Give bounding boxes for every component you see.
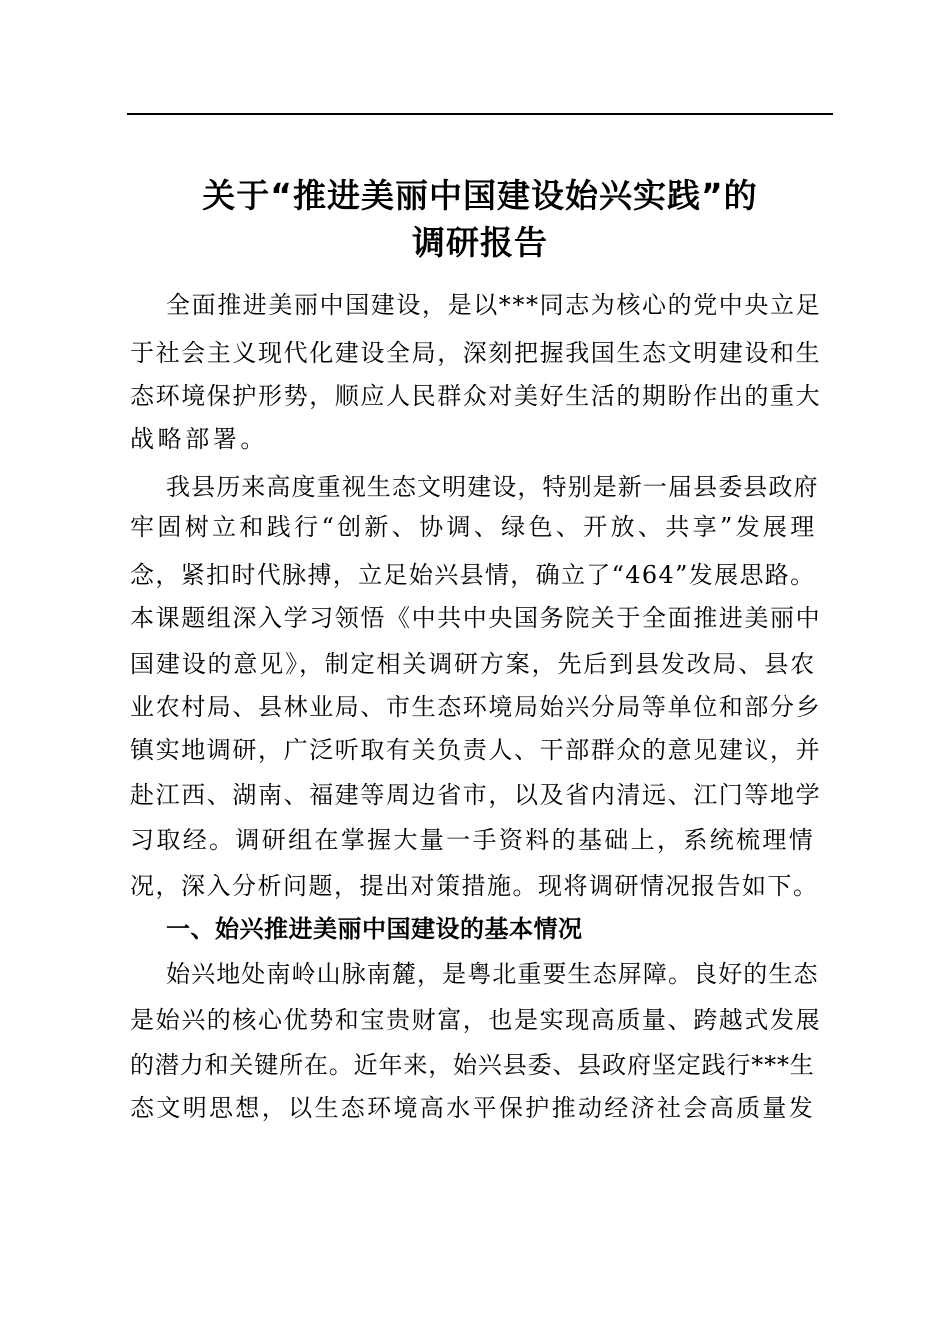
paragraph-line: 本课题组深入学习领悟《中共中央国务院关于全面推进美丽中 [130,604,822,632]
paragraph-line: 战略部署。 [130,425,268,453]
paragraph-line: 态环境保护形势，顺应人民群众对美好生活的期盼作出的重大 [130,382,822,410]
paragraph-line: 于社会主义现代化建设全局，深刻把握我国生态文明建设和生 [130,339,822,367]
paragraph-line: 牢固树立和践行“创新、协调、绿色、开放、共享”发展理 [130,513,818,541]
paragraph-line: 全面推进美丽中国建设，是以***同志为核心的党中央立足 [166,291,822,319]
paragraph-line: 我县历来高度重视生态文明建设，特别是新一届县委县政府 [166,473,819,501]
paragraph-line: 镇实地调研，广泛听取有关负责人、干部群众的意见建议，并 [130,736,822,764]
section-heading-1: 一、始兴推进美丽中国建设的基本情况 [166,915,583,943]
paragraph-line: 赴江西、湖南、福建等周边省市，以及省内清远、江门等地学 [130,781,822,809]
paragraph-line: 态文明思想，以生态环境高水平保护推动经济社会高质量发 [130,1094,816,1122]
header-rule [127,113,833,115]
paragraph-line: 始兴地处南岭山脉南麓，是粤北重要生态屏障。良好的生态 [166,960,819,988]
paragraph-line: 念，紧扣时代脉搏，立足始兴县情，确立了“464”发展思路。 [130,561,816,589]
paragraph-line: 况，深入分析问题，提出对策措施。现将调研情况报告如下。 [130,872,819,900]
paragraph-line: 的潜力和关键所在。近年来，始兴县委、县政府坚定践行***生 [130,1051,815,1079]
paragraph-line: 是始兴的核心优势和宝贵财富，也是实现高质量、跨越式发展 [130,1006,822,1034]
paragraph-line: 业农村局、县林业局、市生态环境局始兴分局等单位和部分乡 [130,693,822,721]
paragraph-line: 习取经。调研组在掌握大量一手资料的基础上，系统梳理情 [130,826,816,854]
document-title-line-1: 关于“推进美丽中国建设始兴实践”的 [202,176,758,215]
paragraph-line: 国建设的意见》，制定相关调研方案，先后到县发改局、县农 [130,650,816,678]
document-title-line-2: 调研报告 [412,223,548,262]
